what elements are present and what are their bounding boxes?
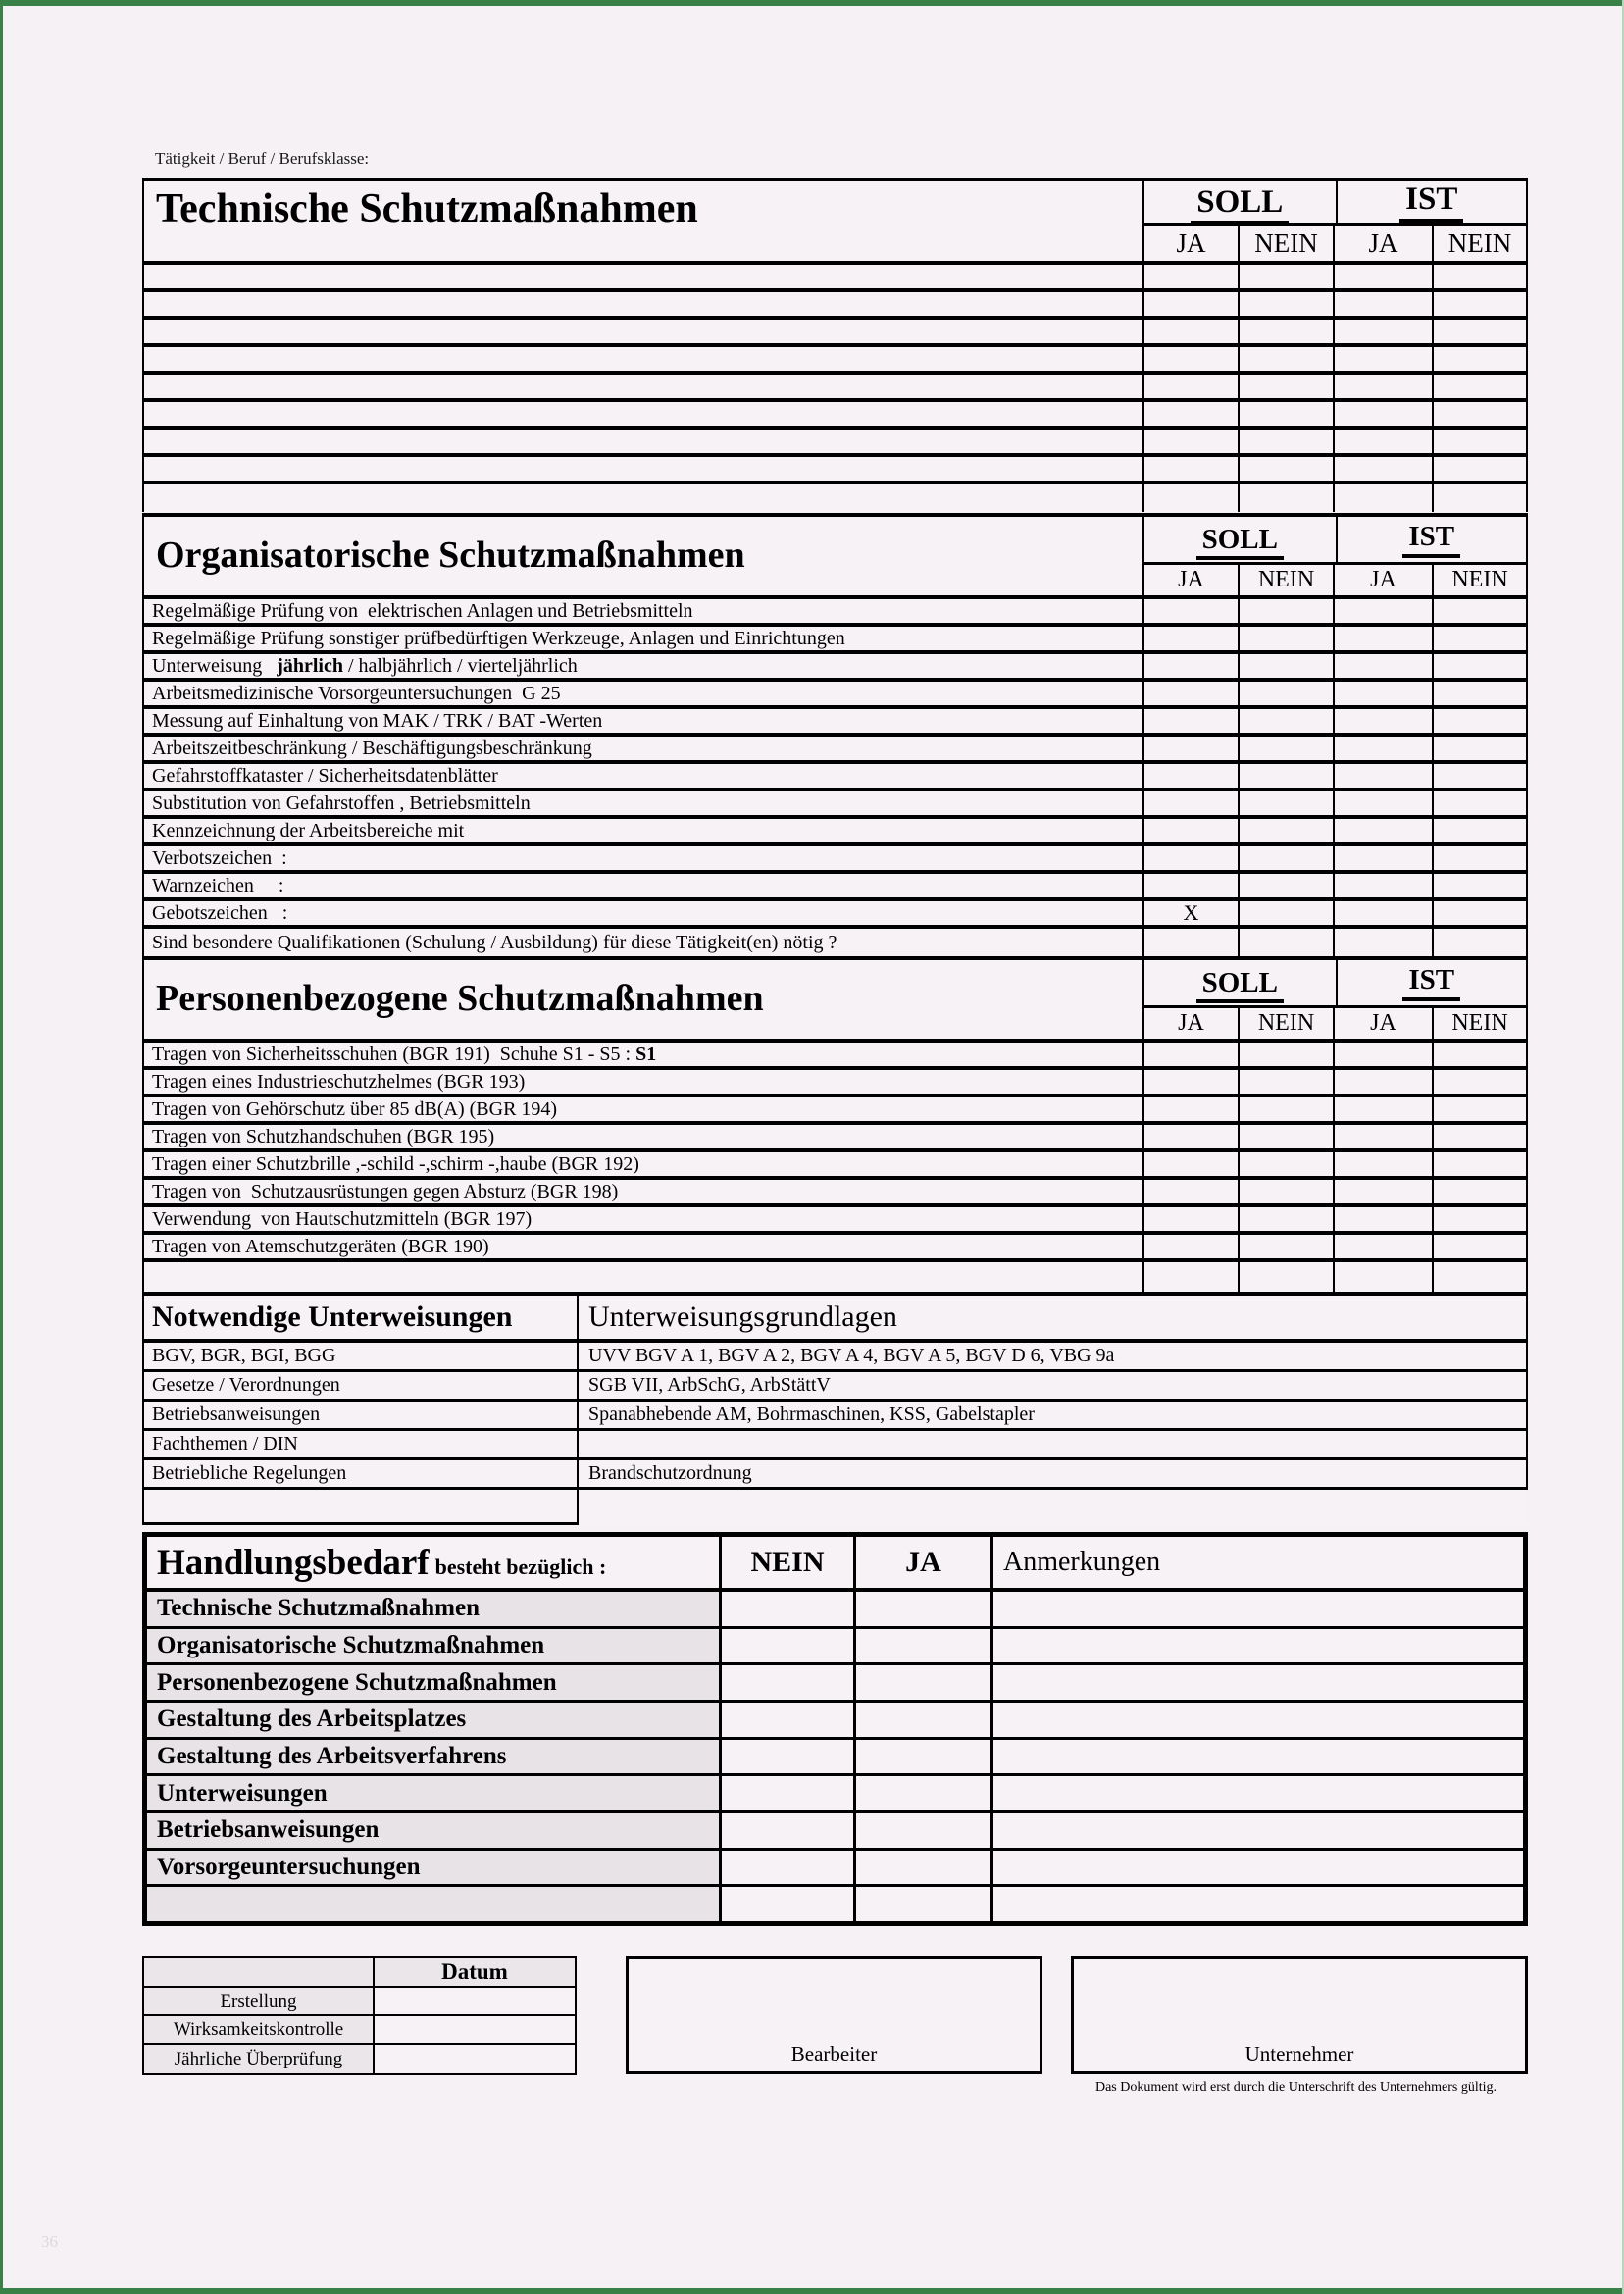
soll-ja-header: JA <box>1178 1010 1204 1036</box>
soll-nein-header: NEIN <box>1238 226 1333 261</box>
soll-ist-header <box>1144 181 1526 261</box>
handlungsbedarf-title: Handlungsbedarf besteht bezüglich : <box>157 1542 607 1583</box>
ja-cell[interactable] <box>853 1851 990 1885</box>
check-cell[interactable] <box>1238 737 1333 760</box>
technische-empty-row <box>144 430 1526 457</box>
handlungsbedarf-header <box>147 1537 1523 1592</box>
check-cell[interactable] <box>1432 457 1526 481</box>
unterweisung-row: Gesetze / Verordnungen SGB VII, ArbSchG, ArbStättV <box>142 1372 1528 1402</box>
soll-header: SOLL <box>1144 524 1336 556</box>
handlungsbedarf-row: Unterweisungen <box>147 1776 1523 1813</box>
check-cell[interactable] <box>1238 764 1333 788</box>
check-cell[interactable] <box>1238 819 1333 842</box>
unterweisungsgrundlagen-title: Unterweisungsgrundlagen <box>588 1300 897 1333</box>
check-cell[interactable] <box>1238 1097 1333 1121</box>
check-cell[interactable] <box>1432 1207 1526 1231</box>
check-cell[interactable] <box>1432 430 1526 453</box>
unterweisungen-title: Notwendige Unterweisungen <box>144 1296 579 1339</box>
handlungsbedarf-empty-row <box>147 1887 1523 1921</box>
check-cell[interactable] <box>1144 430 1238 453</box>
ist-header: IST <box>1336 181 1527 223</box>
check-cell[interactable] <box>1333 819 1432 842</box>
datum-header: Datum <box>441 1959 508 1984</box>
anmerkung-cell[interactable] <box>990 1813 1523 1848</box>
handlungsbedarf-row: Personenbezogene Schutzmaßnahmen <box>147 1665 1523 1703</box>
check-cell[interactable] <box>1333 292 1432 316</box>
check-cell-marked[interactable]: X <box>1183 900 1199 925</box>
check-cell[interactable] <box>1432 1152 1526 1176</box>
check-cell[interactable] <box>1432 292 1526 316</box>
measure-row: Messung auf Einhaltung von MAK / TRK / BAT -Werten <box>144 709 1526 737</box>
check-cell[interactable] <box>1432 682 1526 705</box>
check-cell[interactable] <box>1432 347 1526 371</box>
anmerkung-cell[interactable] <box>990 1740 1523 1774</box>
anmerkungen-column-header: Anmerkungen <box>990 1537 1523 1588</box>
check-cell[interactable] <box>1238 929 1333 956</box>
measure-row: Tragen von Sicherheitsschuhen (BGR 191) Schuhe S1 - S5 : S1 <box>144 1043 1526 1070</box>
handlungsbedarf-row: Gestaltung des Arbeitsverfahrens <box>147 1740 1523 1777</box>
nein-cell[interactable] <box>719 1629 853 1663</box>
check-cell[interactable] <box>1333 627 1432 650</box>
validity-note: Das Dokument wird erst durch die Unterschrift des Unternehmers gültig. <box>1094 2080 1497 2095</box>
unterweisung-row: BGV, BGR, BGI, BGG UVV BGV A 1, BGV A 2, BGV A 4, BGV A 5, BGV D 6, VBG 9a <box>142 1343 1528 1372</box>
ist-ja-header: JA <box>1333 1008 1432 1039</box>
check-cell[interactable] <box>1432 929 1526 956</box>
basis-cell[interactable]: UVV BGV A 1, BGV A 2, BGV A 4, BGV A 5, BGV D 6, VBG 9a <box>588 1345 1115 1366</box>
check-cell[interactable] <box>1432 764 1526 788</box>
measure-row: Substitution von Gefahrstoffen , Betriebsmitteln <box>144 791 1526 819</box>
measure-row: Tragen von Schutzausrüstungen gegen Absturz (BGR 198) <box>144 1180 1526 1207</box>
check-cell[interactable] <box>1144 1152 1238 1176</box>
check-cell[interactable] <box>1238 874 1333 897</box>
handlungsbedarf-row: Vorsorgeuntersuchungen <box>147 1851 1523 1888</box>
check-cell[interactable] <box>1333 484 1432 512</box>
unterweisung-row: Betriebliche Regelungen Brandschutzordnung <box>142 1460 1528 1490</box>
check-cell[interactable] <box>1432 1125 1526 1148</box>
check-cell[interactable] <box>1238 375 1333 398</box>
section-personenbezogene <box>142 956 1528 1292</box>
check-cell[interactable] <box>1432 627 1526 650</box>
date-cell[interactable] <box>375 2045 575 2073</box>
check-cell[interactable] <box>1144 1097 1238 1121</box>
section-unterweisungen <box>142 1292 1528 1525</box>
check-cell[interactable] <box>1144 1180 1238 1203</box>
check-cell[interactable] <box>1144 846 1238 870</box>
nein-column-header: NEIN <box>719 1537 853 1588</box>
ist-nein-header: NEIN <box>1432 1008 1526 1039</box>
soll-header: SOLL <box>1144 967 1336 999</box>
check-cell[interactable] <box>1144 791 1238 815</box>
check-cell[interactable] <box>1333 347 1432 371</box>
check-cell[interactable] <box>1333 791 1432 815</box>
ja-cell[interactable] <box>853 1813 990 1848</box>
measure-row: Tragen einer Schutzbrille ,-schild -,schirm -,haube (BGR 192) <box>144 1152 1526 1180</box>
check-cell[interactable] <box>1238 402 1333 426</box>
section-organisatorische-title: Organisatorische Schutzmaßnahmen <box>144 517 1144 595</box>
check-cell[interactable] <box>1238 1180 1333 1203</box>
check-cell[interactable] <box>1432 1070 1526 1094</box>
handlungsbedarf-row: Organisatorische Schutzmaßnahmen <box>147 1629 1523 1666</box>
soll-nein-header: NEIN <box>1238 1008 1333 1039</box>
page-number-watermark: 36 <box>41 2232 58 2251</box>
measure-row: Arbeitsmedizinische Vorsorgeuntersuchungen G 25 <box>144 682 1526 709</box>
check-cell[interactable] <box>1238 484 1333 512</box>
check-cell[interactable] <box>1333 1152 1432 1176</box>
check-cell[interactable] <box>1333 1207 1432 1231</box>
check-cell[interactable] <box>1432 320 1526 343</box>
bearbeiter-label: Bearbeiter <box>790 2042 878 2065</box>
check-cell[interactable] <box>1144 874 1238 897</box>
check-cell[interactable] <box>1144 402 1238 426</box>
measure-row: Unterweisung jährlich / halbjährlich / vierteljährlich <box>144 654 1526 682</box>
check-cell[interactable] <box>1144 457 1238 481</box>
anmerkung-cell[interactable] <box>990 1703 1523 1737</box>
check-cell[interactable] <box>1333 1180 1432 1203</box>
ja-cell[interactable] <box>853 1887 990 1921</box>
check-cell[interactable] <box>1144 292 1238 316</box>
check-cell[interactable] <box>1144 375 1238 398</box>
nein-cell[interactable] <box>719 1851 853 1885</box>
measure-row: Kennzeichnung der Arbeitsbereiche mit <box>144 819 1526 846</box>
measure-row: Verbotszeichen : <box>144 846 1526 874</box>
check-cell[interactable] <box>1144 682 1238 705</box>
check-cell[interactable] <box>1333 599 1432 623</box>
nein-cell[interactable] <box>719 1592 853 1626</box>
nein-cell[interactable] <box>719 1665 853 1700</box>
check-cell[interactable] <box>1432 1043 1526 1066</box>
page-border-bottom <box>0 2288 1624 2294</box>
check-cell[interactable] <box>1333 402 1432 426</box>
measure-row: Tragen eines Industrieschutzhelmes (BGR 193) <box>144 1070 1526 1097</box>
check-cell[interactable] <box>1333 320 1432 343</box>
soll-header: SOLL <box>1144 184 1336 221</box>
check-cell[interactable] <box>1333 1070 1432 1094</box>
measure-row: Warnzeichen : <box>144 874 1526 901</box>
check-cell[interactable] <box>1238 265 1333 288</box>
anmerkung-cell[interactable] <box>990 1887 1523 1921</box>
check-cell[interactable] <box>1144 347 1238 371</box>
check-cell[interactable] <box>1333 874 1432 897</box>
check-cell[interactable] <box>1432 402 1526 426</box>
check-cell[interactable] <box>1238 1235 1333 1258</box>
measure-row: Tragen von Schutzhandschuhen (BGR 195) <box>144 1125 1526 1152</box>
check-cell[interactable] <box>1238 320 1333 343</box>
basis-cell[interactable]: Brandschutzordnung <box>588 1462 752 1484</box>
basis-cell[interactable] <box>579 1431 1526 1457</box>
ist-header: IST <box>1336 960 1527 1005</box>
nein-cell[interactable] <box>719 1887 853 1921</box>
date-cell[interactable] <box>375 1988 575 2014</box>
check-cell[interactable] <box>1432 901 1526 925</box>
check-cell[interactable] <box>1144 320 1238 343</box>
unterweisung-row: Fachthemen / DIN <box>142 1431 1528 1460</box>
check-cell[interactable] <box>1432 654 1526 678</box>
check-cell[interactable] <box>1238 846 1333 870</box>
unterweisungen-header <box>142 1296 1528 1343</box>
nein-cell[interactable] <box>719 1740 853 1774</box>
ist-ja-header: JA <box>1333 226 1432 261</box>
section-technische <box>142 178 1528 512</box>
handlungsbedarf-row: Betriebsanweisungen <box>147 1813 1523 1851</box>
soll-ja-header: JA <box>1176 228 1206 258</box>
check-cell[interactable] <box>1238 599 1333 623</box>
nein-cell[interactable] <box>719 1776 853 1810</box>
section-handlungsbedarf <box>142 1532 1528 1926</box>
check-cell[interactable] <box>1238 627 1333 650</box>
soll-ja-header: JA <box>1178 567 1204 592</box>
section-personenbezogene-header <box>144 956 1526 1043</box>
check-cell[interactable] <box>1238 292 1333 316</box>
ist-nein-header: NEIN <box>1432 565 1526 595</box>
check-cell[interactable] <box>1333 901 1432 925</box>
check-cell[interactable] <box>1432 846 1526 870</box>
check-cell[interactable] <box>1238 1070 1333 1094</box>
technische-empty-row <box>144 347 1526 375</box>
datum-row: Jährliche Überprüfung <box>144 2045 575 2073</box>
check-cell[interactable] <box>1238 1152 1333 1176</box>
check-cell[interactable] <box>1333 764 1432 788</box>
datum-header-row <box>144 1958 575 1988</box>
technische-empty-row <box>144 484 1526 512</box>
check-cell[interactable] <box>1238 1207 1333 1231</box>
section-technische-header <box>144 178 1526 265</box>
measure-row: Tragen von Gehörschutz über 85 dB(A) (BGR 194) <box>144 1097 1526 1125</box>
check-columns-strip <box>144 1262 1526 1292</box>
measure-row: Gefahrstoffkataster / Sicherheitsdatenblätter <box>144 764 1526 791</box>
check-cell[interactable] <box>1333 1125 1432 1148</box>
ist-nein-header: NEIN <box>1432 226 1526 261</box>
technische-empty-row <box>144 457 1526 484</box>
datum-table <box>142 1956 577 2075</box>
bearbeiter-signature-box[interactable] <box>626 1956 1042 2074</box>
check-cell[interactable] <box>1432 737 1526 760</box>
datum-row: Wirksamkeitskontrolle <box>144 2016 575 2045</box>
check-cell[interactable] <box>1432 791 1526 815</box>
anmerkung-cell[interactable] <box>990 1592 1523 1626</box>
section-technische-title: Technische Schutzmaßnahmen <box>144 181 1144 261</box>
measure-row: Regelmäßige Prüfung sonstiger prüfbedürftigen Werkzeuge, Anlagen und Einrichtungen <box>144 627 1526 654</box>
check-cell[interactable] <box>1333 929 1432 956</box>
check-cell[interactable] <box>1333 430 1432 453</box>
page-border-top <box>0 0 1624 6</box>
check-cell[interactable] <box>1238 901 1333 925</box>
check-cell[interactable] <box>1333 265 1432 288</box>
check-cell[interactable] <box>1432 1097 1526 1121</box>
check-cell[interactable] <box>1333 1235 1432 1258</box>
basis-cell[interactable]: Spanabhebende AM, Bohrmaschinen, KSS, Gabelstapler <box>588 1403 1035 1425</box>
check-cell[interactable] <box>1238 654 1333 678</box>
unterweisung-row: Betriebsanweisungen Spanabhebende AM, Bohrmaschinen, KSS, Gabelstapler <box>142 1402 1528 1431</box>
soll-nein-header: NEIN <box>1238 565 1333 595</box>
check-cell[interactable] <box>1144 627 1238 650</box>
ja-cell[interactable] <box>853 1665 990 1700</box>
check-cell[interactable] <box>1238 791 1333 815</box>
activity-field-label: Tätigkeit / Beruf / Berufsklasse: <box>155 149 370 168</box>
check-cell[interactable] <box>1333 682 1432 705</box>
basis-cell[interactable]: SGB VII, ArbSchG, ArbStättV <box>588 1374 831 1396</box>
check-cell[interactable] <box>1432 599 1526 623</box>
check-cell[interactable] <box>1333 654 1432 678</box>
measure-row: Regelmäßige Prüfung von elektrischen Anlagen und Betriebsmitteln <box>144 599 1526 627</box>
nein-cell[interactable] <box>719 1813 853 1848</box>
technische-empty-row <box>144 292 1526 320</box>
measure-row: Gebotszeichen : X <box>144 901 1526 929</box>
check-cell[interactable] <box>1238 682 1333 705</box>
check-cell[interactable] <box>1333 737 1432 760</box>
check-cell[interactable] <box>1144 1125 1238 1148</box>
ja-cell[interactable] <box>853 1629 990 1663</box>
check-cell[interactable] <box>1238 1125 1333 1148</box>
check-cell[interactable] <box>1333 846 1432 870</box>
nein-cell[interactable] <box>719 1703 853 1737</box>
check-cell[interactable] <box>1238 709 1333 733</box>
measure-row: Verwendung von Hautschutzmitteln (BGR 197) <box>144 1207 1526 1235</box>
check-cell[interactable] <box>1144 484 1238 512</box>
check-cell[interactable] <box>1432 484 1526 512</box>
check-cell[interactable] <box>1144 265 1238 288</box>
anmerkung-cell[interactable] <box>990 1629 1523 1663</box>
date-cell[interactable] <box>375 2016 575 2043</box>
ja-cell[interactable] <box>853 1592 990 1626</box>
check-cell[interactable] <box>1432 1235 1526 1258</box>
check-cell[interactable] <box>1333 375 1432 398</box>
anmerkung-cell[interactable] <box>990 1665 1523 1700</box>
ja-cell[interactable] <box>853 1703 990 1737</box>
check-cell[interactable] <box>1432 1180 1526 1203</box>
check-cell[interactable] <box>1238 1043 1333 1066</box>
ja-column-header: JA <box>853 1537 990 1588</box>
anmerkung-cell[interactable] <box>990 1851 1523 1885</box>
unterweisung-empty-cell[interactable] <box>142 1490 579 1525</box>
check-cell[interactable] <box>1144 1043 1238 1066</box>
check-cell[interactable] <box>1238 430 1333 453</box>
handlungsbedarf-row: Technische Schutzmaßnahmen <box>147 1592 1523 1629</box>
check-cell[interactable] <box>1432 709 1526 733</box>
check-cell[interactable] <box>1144 709 1238 733</box>
check-cell[interactable] <box>1144 654 1238 678</box>
measure-row: Sind besondere Qualifikationen (Schulung / Ausbildung) für diese Tätigkeit(en) nötig ? <box>144 929 1526 956</box>
unternehmer-label: Unternehmer <box>1244 2042 1354 2065</box>
check-cell[interactable] <box>1432 375 1526 398</box>
datum-row: Erstellung <box>144 1988 575 2016</box>
check-cell[interactable] <box>1144 1235 1238 1258</box>
check-cell[interactable] <box>1144 1207 1238 1231</box>
handlungsbedarf-row: Gestaltung des Arbeitsplatzes <box>147 1703 1523 1740</box>
technische-empty-row <box>144 375 1526 402</box>
section-organisatorische <box>142 513 1528 956</box>
check-cell[interactable] <box>1333 1043 1432 1066</box>
check-cell[interactable] <box>1238 347 1333 371</box>
ist-header: IST <box>1336 517 1527 562</box>
measure-row: Arbeitszeitbeschränkung / Beschäftigungsbeschränkung <box>144 737 1526 764</box>
measure-row: Tragen von Atemschutzgeräten (BGR 190) <box>144 1235 1526 1262</box>
technische-empty-row <box>144 265 1526 292</box>
ist-ja-header: JA <box>1333 565 1432 595</box>
unternehmer-signature-box[interactable] <box>1071 1956 1528 2074</box>
check-cell[interactable] <box>1144 1070 1238 1094</box>
section-organisatorische-header <box>144 513 1526 599</box>
check-cell[interactable] <box>1432 874 1526 897</box>
technische-empty-row <box>144 320 1526 347</box>
check-cell[interactable] <box>1432 265 1526 288</box>
check-cell[interactable] <box>1432 819 1526 842</box>
check-cell[interactable] <box>1144 819 1238 842</box>
check-cell[interactable] <box>1333 457 1432 481</box>
check-cell[interactable] <box>1144 764 1238 788</box>
check-cell[interactable] <box>1238 457 1333 481</box>
section-personenbezogene-title: Personenbezogene Schutzmaßnahmen <box>144 960 1144 1039</box>
check-cell[interactable] <box>1144 737 1238 760</box>
check-cell[interactable] <box>1144 599 1238 623</box>
technische-empty-row <box>144 402 1526 430</box>
page-border-left <box>0 0 3 2294</box>
check-cell[interactable] <box>1144 929 1238 956</box>
check-cell[interactable] <box>1333 1097 1432 1121</box>
check-cell[interactable] <box>1333 709 1432 733</box>
ja-cell[interactable] <box>853 1740 990 1774</box>
anmerkung-cell[interactable] <box>990 1776 1523 1810</box>
ja-cell[interactable] <box>853 1776 990 1810</box>
